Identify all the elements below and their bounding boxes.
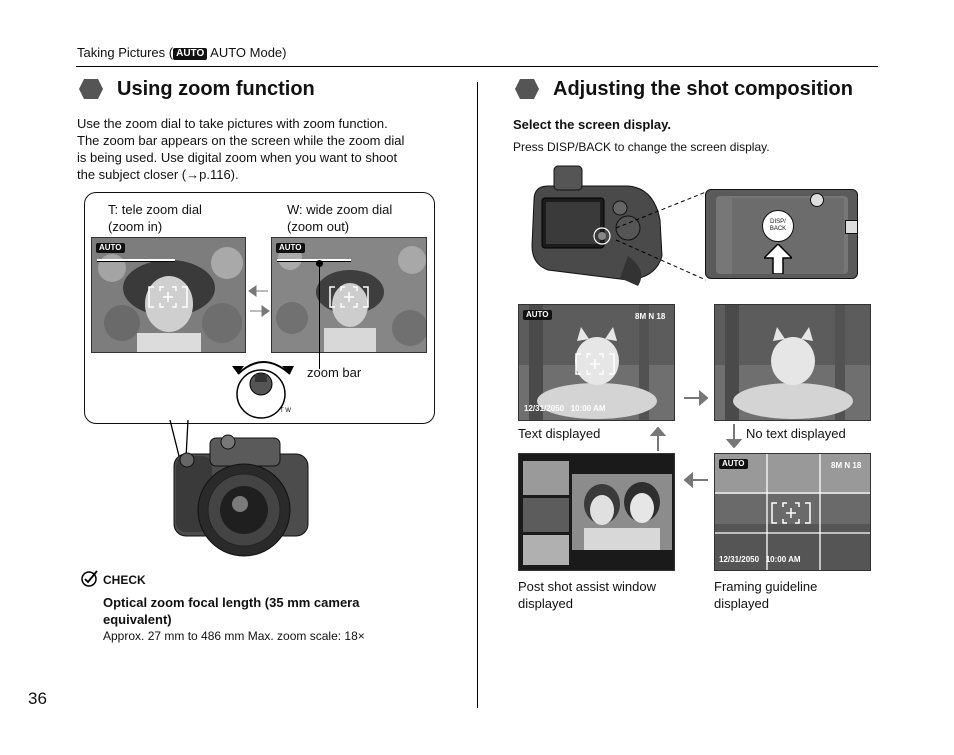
focus-frame-icon xyxy=(771,499,811,527)
intro-line: Use the zoom dial to take pictures with zoom function. xyxy=(77,116,388,131)
wide-screen-photo xyxy=(271,237,427,353)
quality-flag: N xyxy=(844,461,851,470)
section-hexagon-icon xyxy=(78,78,104,100)
caption-line: Post shot assist window xyxy=(518,579,657,594)
camera-front-illustration xyxy=(170,432,315,560)
focus-frame-icon xyxy=(329,283,369,311)
quality-frames-readout xyxy=(831,461,861,470)
tele-screen-photo xyxy=(91,237,246,353)
exposure-button-icon xyxy=(845,220,858,234)
screen-no-text xyxy=(714,304,871,421)
screen-auto-badge: AUTO xyxy=(276,243,305,253)
screen-framing-guideline xyxy=(714,453,871,571)
assist-thumb xyxy=(523,535,569,565)
caption-line: displayed xyxy=(714,596,769,611)
section-title-composition: Adjusting the shot composition xyxy=(553,78,853,100)
wide-label-line: W: wide zoom dial xyxy=(287,202,393,217)
quality-value: 8M xyxy=(635,312,647,321)
focus-frame-icon xyxy=(575,350,615,378)
quality-frames-readout xyxy=(635,312,665,321)
check-heading-line: Optical zoom focal length (35 mm camera xyxy=(103,595,360,610)
instruction-text: Press DISP/BACK to change the screen display. xyxy=(513,140,770,154)
tele-label-line: (zoom in) xyxy=(108,219,163,234)
page-number: 36 xyxy=(28,689,47,708)
running-head-text-end: AUTO Mode) xyxy=(207,45,287,60)
quality-flag: N xyxy=(648,312,655,321)
check-label: CHECK xyxy=(103,573,146,587)
zoom-bar-label: zoom bar xyxy=(307,365,362,380)
frames-remaining: 18 xyxy=(852,461,862,470)
assist-thumb xyxy=(523,498,569,532)
quality-value: 8M xyxy=(831,461,843,470)
wide-label-line: (zoom out) xyxy=(287,219,350,234)
zoom-bar-tele xyxy=(97,259,175,262)
arrow-left-icon xyxy=(684,471,708,489)
date-time-readout xyxy=(524,404,606,413)
caption-no-text: No text displayed xyxy=(746,426,846,441)
focus-frame-icon xyxy=(148,283,188,311)
caption-post-shot xyxy=(518,578,656,612)
zoom-bar-wide xyxy=(277,259,351,262)
date-value: 12/31/2050 xyxy=(719,555,760,564)
screen-auto-badge: AUTO xyxy=(523,310,552,320)
zoom-intro xyxy=(77,115,457,183)
caption-line: Framing guideline xyxy=(714,579,818,594)
running-head xyxy=(77,45,286,60)
time-value: 10:00 AM xyxy=(765,555,801,564)
intro-line: the subject closer (→p.116). xyxy=(77,167,239,182)
header-rule xyxy=(76,66,878,67)
assist-main-photo xyxy=(572,474,672,550)
timer-button-icon xyxy=(810,193,824,207)
arrow-right-icon xyxy=(684,389,708,407)
disp-back-button[interactable] xyxy=(762,210,794,242)
arrow-up-icon xyxy=(650,427,666,451)
press-arrow-icon xyxy=(764,244,792,274)
screen-auto-badge: AUTO xyxy=(96,243,125,253)
assist-thumb xyxy=(523,461,569,495)
section-title-zoom: Using zoom function xyxy=(117,78,315,100)
zoom-bar-callout-dot xyxy=(316,260,323,267)
caption-line: displayed xyxy=(518,596,573,611)
check-body: Approx. 27 mm to 486 mm Max. zoom scale: 18× xyxy=(103,629,365,643)
screen-post-shot-assist xyxy=(518,453,675,571)
disp-label: DISP/ xyxy=(770,219,786,225)
caption-framing xyxy=(714,578,817,612)
column-divider xyxy=(477,82,478,708)
zoom-dial-icon xyxy=(228,352,298,422)
date-time-readout xyxy=(719,555,801,564)
check-heading-line: equivalent) xyxy=(103,612,172,627)
caption-text-displayed: Text displayed xyxy=(518,426,601,441)
wide-label xyxy=(287,201,392,235)
zoom-bar-callout-line xyxy=(319,263,320,369)
arrow-down-icon xyxy=(726,424,742,448)
section-hexagon-icon xyxy=(514,78,540,100)
disp-back-inset xyxy=(705,189,858,279)
frames-remaining: 18 xyxy=(656,312,666,321)
date-value: 12/31/2050 xyxy=(524,404,565,413)
back-label: BACK xyxy=(769,226,787,232)
screen-text-displayed xyxy=(518,304,675,421)
zoom-dashed-lines xyxy=(612,188,708,284)
subheading-select-display: Select the screen display. xyxy=(513,117,671,132)
tele-label-line: T: tele zoom dial xyxy=(108,202,202,217)
dial-letters: T W xyxy=(280,408,291,414)
zoom-direction-arrows-icon xyxy=(248,283,270,319)
tele-label xyxy=(108,201,202,235)
intro-line: The zoom bar appears on the screen while the zoom dial xyxy=(77,133,405,148)
running-head-text: Taking Pictures ( xyxy=(77,45,174,60)
check-heading xyxy=(103,594,433,628)
intro-line: is being used. Use digital zoom when you want to shoot xyxy=(77,150,398,165)
screen-auto-badge: AUTO xyxy=(719,459,748,469)
auto-mode-badge: AUTO xyxy=(173,48,207,60)
time-value: 10:00 AM xyxy=(570,404,606,413)
check-note-icon xyxy=(80,569,100,587)
